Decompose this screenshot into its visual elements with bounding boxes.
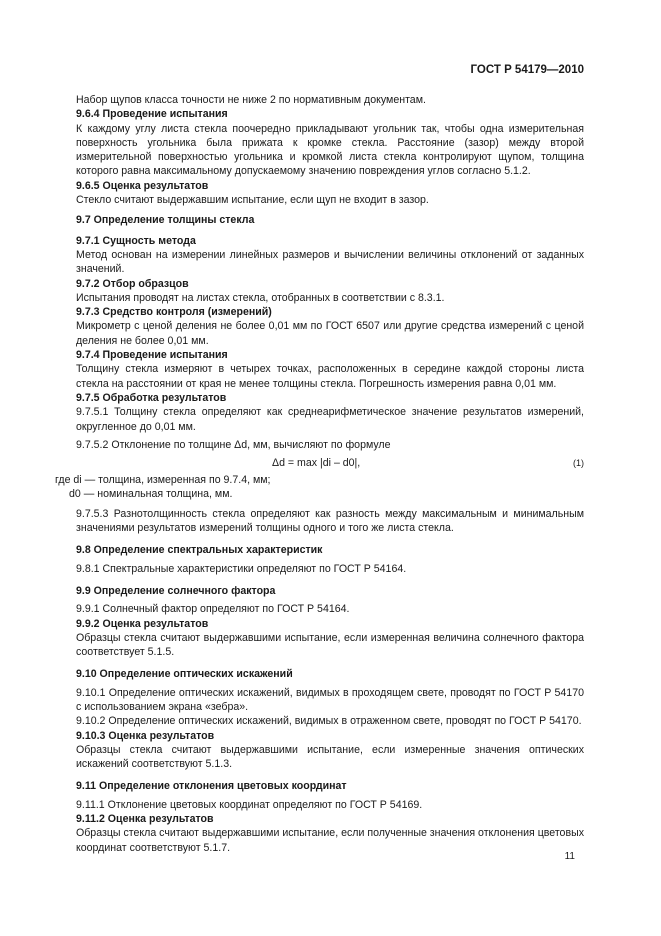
heading-9-8: 9.8 Определение спектральных характеристик: [76, 544, 323, 557]
paragraph-9-7-5-1: 9.7.5.1 Толщину стекла определяют как среднеарифметическое значение результатов измерений, округленное до 0,01 мм.: [76, 406, 584, 433]
paragraph-9-10-2: 9.10.2 Определение оптических искажений, видимых в отраженном свете, проводят по ГОСТ Р 54170.: [76, 715, 582, 728]
paragraph-9-10-3: Образцы стекла считают выдержавшими испытание, если измеренные значения оптических искажений соответствуют 5.1.3.: [76, 743, 584, 771]
paragraph-9-11-1: 9.11.1 Отклонение цветовых координат определяют по ГОСТ Р 54169.: [76, 798, 423, 811]
paragraph-9-9-2: Образцы стекла считают выдержавшими испытание, если измеренная величина солнечного фактора соответствует 5.1.5.: [76, 631, 584, 659]
paragraph-9-7-3: Микрометр с ценой деления не более 0,01 мм по ГОСТ 6507 или другие средства измерений с ценой деления не более 0,01 мм.: [76, 320, 584, 347]
paragraph-9-10-1: 9.10.1 Определение оптических искажений, видимых в проходящем свете, проводят по ГОСТ Р 54170 с использованием экрана «зебра».: [76, 686, 584, 713]
heading-9-7: 9.7 Определение толщины стекла: [76, 214, 255, 227]
paragraph-9-11-2: Образцы стекла считают выдержавшими испытание, если полученные значения отклонения цветовых координат соответствуют 5.1.7.: [76, 827, 584, 854]
heading-9-6-4: 9.6.4 Проведение испытания: [76, 108, 228, 121]
paragraph-9-9-1: 9.9.1 Солнечный фактор определяют по ГОСТ Р 54164.: [76, 603, 350, 616]
paragraph-9-7-5-2: 9.7.5.2 Отклонение по толщине Δd, мм, вычисляют по формуле: [76, 438, 391, 451]
where-item-di: где di — толщина, измеренная по 9.7.4, мм;: [55, 474, 271, 487]
heading-9-7-2: 9.7.2 Отбор образцов: [76, 277, 189, 290]
paragraph-9-6-4: К каждому углу листа стекла поочередно прикладывают угольник так, чтобы одна измерительная поверхность угольника была прижата к кромке стекла. Расстояние (зазор) между второй измерительной поверхностью угольника и кромкой листа стекла контролируют щупом, толщина которого равна максимальному допускаемому значению повреждения углов согласно 5.1.2.: [76, 122, 584, 178]
page-number: 11: [564, 851, 575, 862]
paragraph-9-7-2: Испытания проводят на листах стекла, отобранных в соответствии с 8.3.1.: [76, 291, 445, 304]
document-body: [55, 93, 584, 855]
heading-9-7-5: 9.7.5 Обработка результатов: [76, 391, 227, 404]
heading-9-7-1: 9.7.1 Сущность метода: [76, 234, 196, 247]
heading-9-9: 9.9 Определение солнечного фактора: [76, 584, 276, 597]
paragraph-9-7-1: Метод основан на измерении линейных размеров и вычислении величины отклонений от заданных значений.: [76, 248, 584, 276]
heading-9-9-2: 9.9.2 Оценка результатов: [76, 617, 209, 630]
paragraph-instruments: Набор щупов класса точности не ниже 2 по нормативным документам.: [76, 94, 426, 106]
document-header-id: ГОСТ Р 54179—2010: [470, 64, 584, 76]
heading-9-10-3: 9.10.3 Оценка результатов: [76, 729, 215, 742]
formula-expression: Δd = max |di – d0|,: [272, 457, 361, 470]
heading-9-6-5: 9.6.5 Оценка результатов: [76, 179, 209, 192]
formula-number: (1): [573, 458, 584, 469]
heading-9-7-4: 9.7.4 Проведение испытания: [76, 349, 228, 362]
formula-block: [76, 454, 584, 472]
paragraph-9-7-4: Толщину стекла измеряют в четырех точках, расположенных в середине каждой стороны листа стекла на расстоянии от края не менее толщины стекла. Погрешность измерения равна 0,01 мм.: [76, 363, 584, 390]
where-item-d0: d0 — номинальная толщина, мм.: [69, 488, 233, 501]
paragraph-9-7-5-3: 9.7.5.3 Разнотолщинность стекла определяют как разность между максимальным и минимальным значениями результатов измерений толщины одного и того же листа стекла.: [76, 507, 584, 535]
heading-9-10: 9.10 Определение оптических искажений: [76, 668, 293, 681]
paragraph-9-6-5: Стекло считают выдержавшим испытание, если щуп не входит в зазор.: [76, 194, 429, 207]
heading-9-11: 9.11 Определение отклонения цветовых координат: [76, 780, 347, 793]
heading-9-7-3: 9.7.3 Средство контроля (измерений): [76, 306, 272, 319]
heading-9-11-2: 9.11.2 Оценка результатов: [76, 813, 214, 826]
paragraph-9-8-1: 9.8.1 Спектральные характеристики определяют по ГОСТ Р 54164.: [76, 562, 407, 575]
